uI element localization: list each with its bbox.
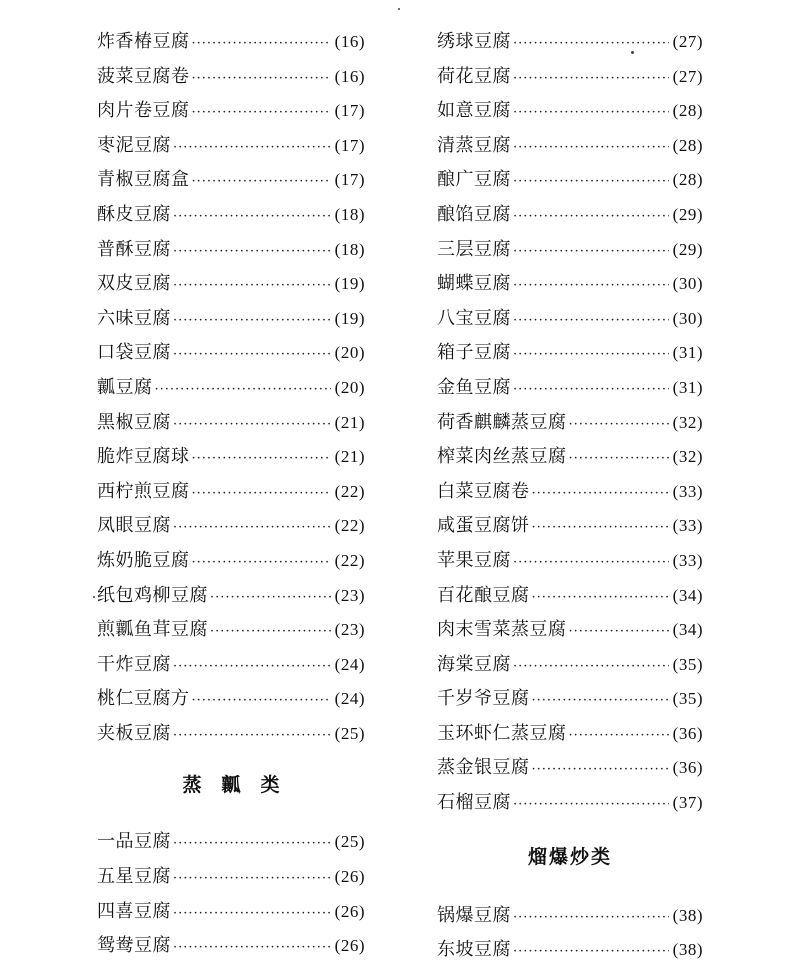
dot-leader [192,477,331,512]
entry-page-number: (37) [672,793,703,813]
toc-entry [437,475,703,510]
entry-title: 普酥豆腐 [97,238,171,260]
entry-title: 桃仁豆腐方 [97,688,190,710]
entry-title: 煎瓤鱼茸豆腐 [97,619,208,641]
dot-leader [192,546,331,581]
entry-page-number: (26) [334,867,365,887]
entry-title: 六味豆腐 [97,307,171,329]
dot-leader [513,901,669,936]
dot-leader [192,165,331,200]
dot-leader [192,442,331,477]
entry-page-number: (20) [334,377,365,397]
toc-entry [97,929,365,964]
toc-entry [437,682,703,717]
toc-entry [97,163,365,198]
dot-leader [173,650,331,685]
entry-title: 酥皮豆腐 [97,203,171,225]
entry-page-number: (16) [334,66,365,86]
toc-entry [97,371,365,406]
entry-page-number: (28) [672,135,703,155]
entry-title: 口袋豆腐 [97,342,171,364]
dot-leader [173,931,331,966]
entry-page-number: (29) [672,204,703,224]
toc-entry [437,544,703,579]
entry-page-number: (35) [672,654,703,674]
dot-leader [532,684,669,719]
entry-title: 瓤豆腐 [97,376,153,398]
entry-page-number: (22) [334,481,365,501]
toc-entry [437,60,703,95]
dot-leader [173,862,331,897]
dot-leader [513,338,669,373]
entry-title: 脆炸豆腐球 [97,446,190,468]
toc-entry [97,25,365,60]
toc-entry [97,717,365,752]
entry-page-number: (33) [672,550,703,570]
entry-page-number: (21) [334,447,365,467]
entry-page-number: (28) [672,101,703,121]
toc-entry [97,475,365,510]
entry-title: 绣球豆腐 [437,31,511,52]
dot-leader [532,581,669,616]
toc-entry [97,302,365,337]
entry-title: 如意豆腐 [437,100,511,122]
entry-page-number: (24) [334,689,365,709]
dot-leader [173,408,331,443]
dot-leader [513,235,669,270]
entry-page-number: (30) [672,274,703,294]
dot-leader [173,338,331,373]
toc-entry [97,233,365,268]
toc-entry [97,682,365,717]
dot-leader [155,373,331,408]
entry-title: 枣泥豆腐 [97,134,171,156]
dot-leader [173,131,331,166]
section-title-steamed-stuffed: 蒸瓤类 [182,774,300,797]
left-column [97,25,365,964]
toc-entry [437,406,703,441]
entry-page-number: (35) [672,689,703,709]
entry-page-number: (34) [672,620,703,640]
toc-entry [437,25,703,60]
dot-leader [513,269,669,304]
entry-page-number: (36) [672,758,703,778]
toc-entry [97,267,365,302]
entry-page-number: (33) [672,516,703,536]
toc-entry [437,613,703,648]
dot-leader [513,62,669,97]
toc-entry [437,336,703,371]
entry-title: 海棠豆腐 [437,653,511,675]
right-entry-list-a [437,25,703,821]
dot-leader [513,27,669,62]
entry-title: 酿馅豆腐 [437,203,511,225]
entry-title: 炼奶脆豆腐 [97,549,190,571]
toc-entry [97,94,365,129]
entry-title: 千岁爷豆腐 [437,688,530,710]
toc-entry [97,406,365,441]
dot-leader [192,62,331,97]
entry-title: 肉末雪菜蒸豆腐 [437,619,567,641]
entry-title: 菠菜豆腐卷 [97,65,190,87]
entry-page-number: (16) [334,32,365,51]
toc-entry [97,825,365,860]
entry-title: 青椒豆腐盒 [97,169,190,191]
toc-entry [97,509,365,544]
entry-title: 鸳鸯豆腐 [97,935,171,957]
entry-title: 干炸豆腐 [97,653,171,675]
entry-title: 一品豆腐 [97,831,171,853]
entry-page-number: (19) [334,274,365,294]
entry-page-number: (17) [334,101,365,121]
entry-page-number: (32) [672,447,703,467]
entry-title: 金鱼豆腐 [437,376,511,398]
toc-entry [97,544,365,579]
entry-page-number: (22) [334,550,365,570]
entry-page-number: (36) [672,723,703,743]
entry-page-number: (22) [334,516,365,536]
dot-leader [532,477,669,512]
entry-title: 蝴蝶豆腐 [437,273,511,295]
toc-entry [97,129,365,164]
toc-entry [97,613,365,648]
entry-page-number: (30) [672,308,703,328]
toc-entry [437,371,703,406]
toc-entry [437,899,703,934]
toc-entry [97,895,365,930]
entry-page-number: (25) [334,832,365,852]
entry-title: 夹板豆腐 [97,722,171,744]
entry-page-number: (18) [334,239,365,259]
dot-leader [173,235,331,270]
dot-leader [569,408,669,443]
entry-title: 肉片卷豆腐 [97,100,190,122]
entry-title: 双皮豆腐 [97,273,171,295]
scan-speck [93,596,95,598]
entry-page-number: (20) [334,343,365,363]
entry-title: 苹果豆腐 [437,549,511,571]
toc-entry [97,860,365,895]
entry-page-number: (26) [334,936,365,956]
left-entry-list-b [97,825,365,963]
dot-leader [192,684,331,719]
dot-leader [173,719,331,754]
dot-leader [532,511,669,546]
entry-page-number: (31) [672,377,703,397]
scan-speck [631,51,634,54]
entry-title: 纸包鸡柳豆腐 [97,584,208,606]
entry-title: 西柠煎豆腐 [97,480,190,502]
entry-title: 四喜豆腐 [97,900,171,922]
entry-title: 咸蛋豆腐饼 [437,515,530,537]
dot-leader [513,546,669,581]
dot-leader [513,373,669,408]
entry-page-number: (32) [672,412,703,432]
entry-page-number: (27) [672,32,703,51]
entry-page-number: (31) [672,343,703,363]
entry-page-number: (17) [334,135,365,155]
dot-leader [173,897,331,932]
dot-leader [513,131,669,166]
dot-leader [513,200,669,235]
toc-entry [437,94,703,129]
entry-title: 荷花豆腐 [437,65,511,87]
toc-entry [437,198,703,233]
dot-leader [192,96,331,131]
dot-leader [192,27,331,62]
entry-title: 酿广豆腐 [437,169,511,191]
entry-title: 三层豆腐 [437,238,511,260]
entry-title: 蒸金银豆腐 [437,757,530,779]
entry-page-number: (18) [334,204,365,224]
entry-title: 东坡豆腐 [437,939,511,961]
section-title-stir-fried: 熘爆炒类 [527,845,612,868]
entry-title: 荷香麒麟蒸豆腐 [437,411,567,433]
dot-leader [569,719,669,754]
toc-entry [437,579,703,614]
entry-page-number: (27) [672,66,703,86]
toc-entry [437,440,703,475]
dot-leader [513,165,669,200]
dot-leader [513,935,669,970]
entry-title: 锅爆豆腐 [437,904,511,926]
scan-speck [398,8,400,10]
dot-leader [173,304,331,339]
toc-entry [437,233,703,268]
dot-leader [210,615,331,650]
toc-entry [437,302,703,337]
entry-title: 百花酿豆腐 [437,584,530,606]
dot-leader [173,200,331,235]
left-entry-list-a [97,25,365,751]
entry-title: 白菜豆腐卷 [437,480,530,502]
entry-title: 黑椒豆腐 [97,411,171,433]
dot-leader [173,511,331,546]
right-entry-list-b [437,899,703,968]
entry-title: 凤眼豆腐 [97,515,171,537]
entry-title: 石榴豆腐 [437,792,511,814]
toc-entry [437,509,703,544]
dot-leader [173,827,331,862]
entry-page-number: (23) [334,585,365,605]
entry-title: 榨菜肉丝蒸豆腐 [437,446,567,468]
dot-leader [513,304,669,339]
entry-page-number: (34) [672,585,703,605]
toc-entry [437,267,703,302]
toc-entry [437,648,703,683]
toc-entry [437,751,703,786]
entry-title: 炸香椿豆腐 [97,31,190,52]
dot-leader [210,581,331,616]
entry-page-number: (33) [672,481,703,501]
entry-title: 五星豆腐 [97,866,171,888]
entry-title: 箱子豆腐 [437,342,511,364]
entry-page-number: (21) [334,412,365,432]
entry-page-number: (25) [334,723,365,743]
dot-leader [569,615,669,650]
entry-page-number: (23) [334,620,365,640]
entry-page-number: (17) [334,170,365,190]
toc-entry [437,933,703,968]
toc-entry [437,163,703,198]
dot-leader [513,788,669,823]
toc-entry [437,129,703,164]
entry-page-number: (28) [672,170,703,190]
entry-title: 清蒸豆腐 [437,134,511,156]
dot-leader [173,269,331,304]
entry-page-number: (29) [672,239,703,259]
toc-entry [97,579,365,614]
entry-page-number: (26) [334,901,365,921]
toc-entry [97,648,365,683]
toc-entry [97,440,365,475]
entry-page-number: (38) [672,905,703,925]
dot-leader [513,96,669,131]
toc-entry [437,717,703,752]
dot-leader [532,753,669,788]
entry-title: 八宝豆腐 [437,307,511,329]
dot-leader [569,442,669,477]
entry-page-number: (24) [334,654,365,674]
entry-page-number: (19) [334,308,365,328]
toc-entry [97,60,365,95]
toc-entry [97,336,365,371]
entry-page-number: (38) [672,940,703,960]
toc-entry [437,786,703,821]
dot-leader [513,650,669,685]
entry-title: 玉环虾仁蒸豆腐 [437,722,567,744]
toc-entry [97,198,365,233]
right-column [437,25,703,968]
